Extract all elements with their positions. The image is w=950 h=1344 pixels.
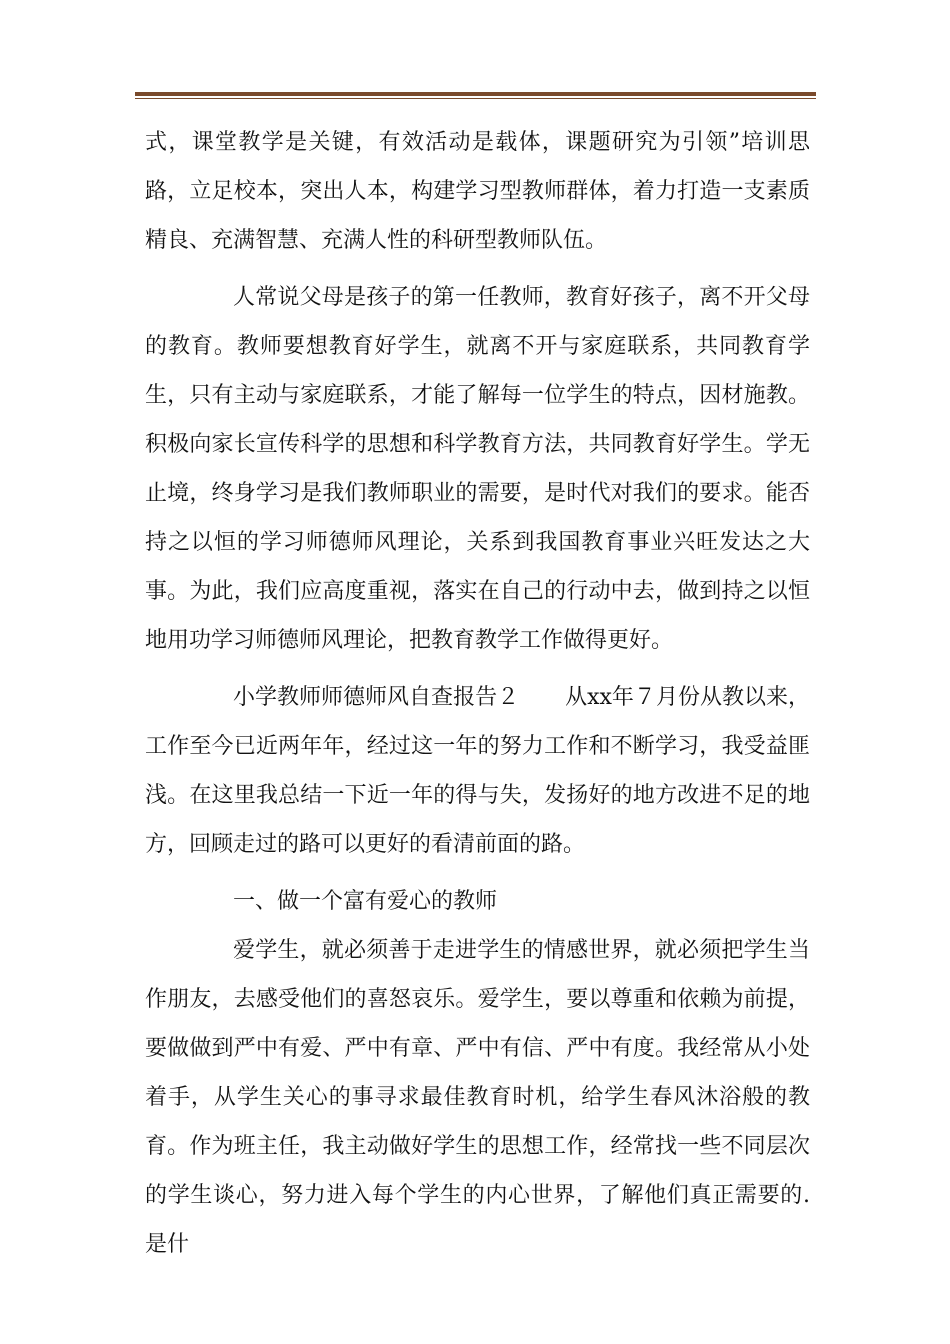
report-heading: 小学教师师德师风自查报告２ — [233, 685, 520, 710]
header-rule — [135, 92, 816, 99]
paragraph-parents-education: 人常说父母是孩子的第一任教师，教育好孩子，离不开父母的教育。教师要想教育好学生，就离不开与家庭联系，共同教育学生，只有主动与家庭联系，才能了解每一位学生的特点，因材施教。积极向家长宣传科学的思想和科学教育方法，共同教育好学生。学无止境，终身学习是我们教师职业的需要，是时代对我们的要求。能否持之以恒的学习师德师风理论，关系到我国教育事业兴旺发达之大事。为此，我们应高度重视，落实在自己的行动中去，做到持之以恒地用功学习师德师风理论，把教育教学工作做得更好。 — [145, 285, 810, 653]
page-content — [145, 118, 810, 1269]
section-heading-loving-teacher: 一、做一个富有爱心的教师 — [233, 889, 498, 914]
report-intro-text: 从xx年７月份从教以来，工作至今已近两年年，经过这一年的努力工作和不断学习，我受益匪浅。在这里我总结一下近一年的得与失，发扬好的地方改进不足的地方，回顾走过的路可以更好的看清前面的路。 — [145, 685, 810, 857]
paragraph-love-students: 爱学生，就必须善于走进学生的情感世界，就必须把学生当作朋友，去感受他们的喜怒哀乐。爱学生，要以尊重和依赖为前提，要做做到严中有爱、严中有章、严中有信、严中有度。我经常从小处着手，从学生关心的事寻求最佳教育时机，给学生春风沐浴般的教育。作为班主任，我主动做好学生的思想工作，经常找一些不同层次的学生谈心，努力进入每个学生的内心世界，了解他们真正需要的.是什 — [145, 938, 810, 1257]
paragraph-continuation: 式，课堂教学是关键，有效活动是载体，课题研究为引领”培训思路，立足校本，突出人本，构建学习型教师群体，着力打造一支素质精良、充满智慧、充满人性的科研型教师队伍。 — [145, 130, 810, 253]
paragraph-report-intro — [145, 673, 810, 869]
